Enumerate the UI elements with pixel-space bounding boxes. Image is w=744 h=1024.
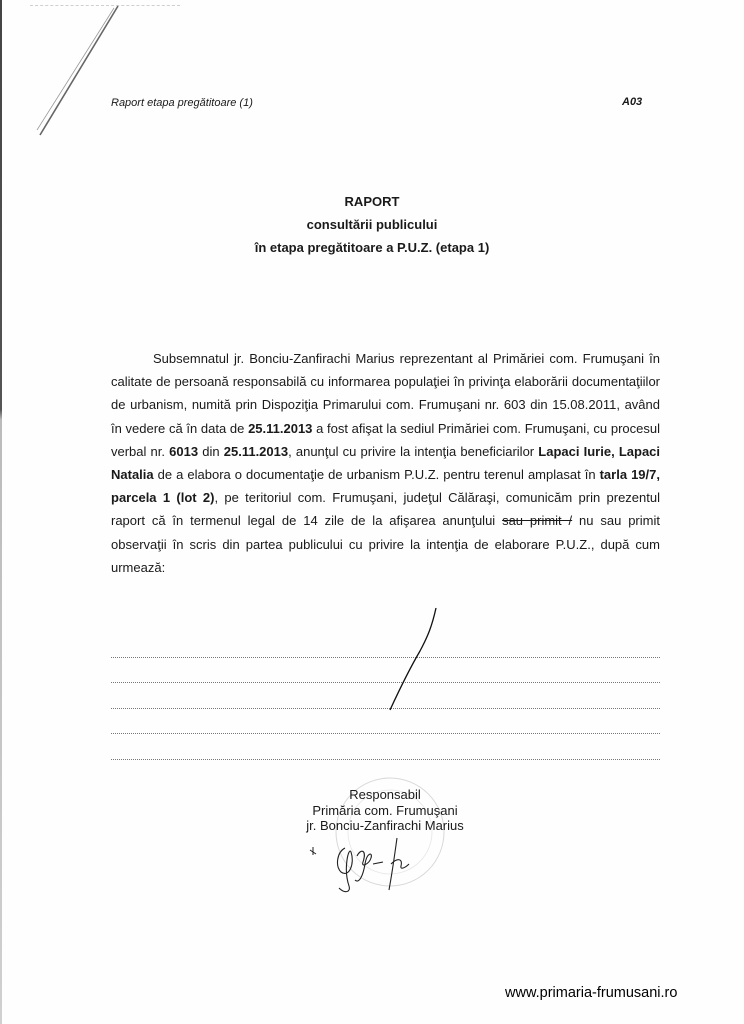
- header-document-code: A03: [622, 96, 643, 108]
- observation-line: [111, 734, 660, 760]
- body-text-segment: , anunţul cu privire la intenţia beneficiarilor: [288, 443, 539, 459]
- body-text-segment: din: [198, 443, 224, 459]
- scan-left-edge: [0, 0, 2, 1024]
- report-paragraph: [111, 347, 660, 579]
- emphasized-text: Lapaci Iurie, Lapaci Natalia: [111, 443, 661, 483]
- signatory-institution: Primăria com. Frumuşani: [312, 802, 458, 818]
- body-text-segment: nu sau primit observaţii în scris din partea publicului cu privire la intenţia de elaborare P.U.Z., după cum urmează:: [111, 513, 660, 575]
- corner-pen-mark-icon: [0, 0, 130, 150]
- signatory-name: jr. Bonciu-Zanfirachi Marius: [306, 818, 464, 833]
- body-text-segment: Subsemnatul jr. Bonciu-Zanfirachi Marius reprezentant al Primăriei com. Frumuşani în calitate de persoană responsabilă cu informarea populaţiei în privinţa elaborării documentaţiilor de urbanism, numită prin Dispoziţia Primarului com. Frumuşani nr. 603 din 15.08.2011, având în vedere că în data de: [111, 351, 660, 436]
- emphasized-text: 25.11.2013: [248, 420, 313, 436]
- struck-text: sau primit /: [502, 513, 573, 529]
- document-title: [0, 190, 744, 259]
- title-line-3: în etapa pregătitoare a P.U.Z. (etapa 1): [254, 240, 490, 255]
- body-text-segment: a fost afişat la sediul Primăriei com. Frumuşani, cu procesul verbal nr.: [111, 420, 660, 459]
- body-text-segment: , pe teritoriul com. Frumuşani, judeţul Călăraşi, comunicăm prin prezentul raport că în termenul legal de 14 zile de la afişarea anunţului: [111, 490, 660, 529]
- emphasized-text: 25.11.2013: [223, 443, 289, 459]
- title-line-1: RAPORT: [344, 194, 400, 209]
- handwritten-signature-icon: [305, 828, 425, 898]
- emphasized-text: tarla 19/7, parcela 1 (lot 2): [111, 467, 660, 506]
- body-text-segment: de a elabora o documentaţie de urbanism P.U.Z. pentru terenul amplasat în: [153, 467, 600, 483]
- cross-out-stroke-icon: [380, 606, 450, 716]
- signatory-role: Responsabil: [349, 787, 421, 802]
- header-report-label: Raport etapa pregătitoare (1): [111, 97, 253, 109]
- report-body: [111, 347, 660, 579]
- footer-website-url: www.primaria-frumusani.ro: [505, 985, 678, 1001]
- emphasized-text: 6013: [169, 443, 199, 459]
- signature-block: [250, 787, 520, 834]
- title-line-2: consultării publicului: [306, 217, 438, 232]
